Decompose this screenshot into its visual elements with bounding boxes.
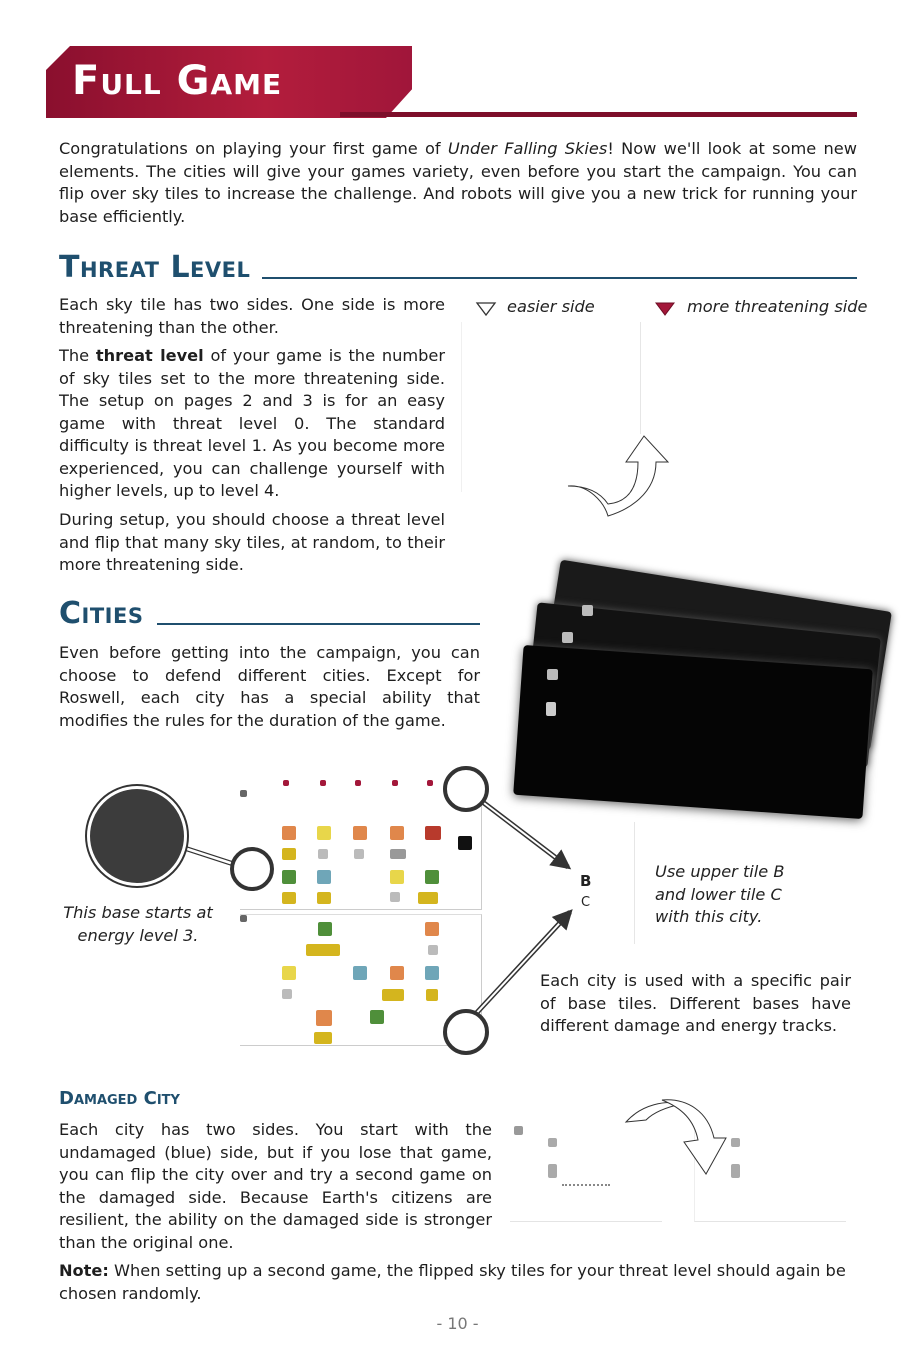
cities-heading: Cities [59,596,144,631]
city-card-icon-4 [546,702,556,716]
tile-c-letter: C [581,895,591,910]
lower-tile-room-1 [318,922,332,936]
undamaged-card-ability-text [562,1182,610,1186]
lower-tile-room-6 [353,966,367,980]
upper-tile-room-14 [425,870,439,884]
intro-text-a: Congratulations on playing your first game of [59,139,448,158]
city-card-icon-1 [582,605,593,616]
upper-tile-callout-circle [443,766,489,812]
threat-p2-a: The [59,346,96,365]
threat-p3: During setup, you should choose a threat level and flip that many sky tiles, at random, to their more threatening side. [59,510,445,574]
upper-tile-room-1 [282,826,296,840]
tile-pair-caption: Use upper tile B and lower tile C with this city. [655,862,785,926]
lower-tile-room-14 [314,1032,332,1044]
upper-tile-marker-5 [427,780,433,786]
damaged-city-heading: Damaged City [59,1088,180,1109]
page-number: - 10 - [436,1314,479,1333]
energy-level-target-circle [230,847,274,891]
lower-tile-room-13 [370,1010,384,1024]
lower-tile-room-2 [425,922,439,936]
threat-level-heading: Threat Level [59,250,251,285]
upper-tile-room-5 [425,826,441,840]
upper-tile-room-7 [282,848,296,860]
upper-tile-marker-4 [392,780,398,786]
threat-p1: Each sky tile has two sides. One side is more threatening than the other. [59,295,445,337]
flip-arrow-icon [560,432,675,518]
upper-tile-marker-1 [283,780,289,786]
undamaged-card-corner-icon [514,1126,523,1135]
lower-tile-room-8 [425,966,439,980]
tile-caption-divider [634,822,635,944]
upper-tile-room-8 [318,849,328,859]
damaged-card-icon-2 [731,1164,740,1178]
lower-tile-room-3 [306,944,340,956]
lower-tile-room-9 [282,989,292,999]
city-card-icon-3 [547,669,558,680]
lower-tile-room-10 [382,989,404,1001]
sky-tile-placeholder-edge [461,322,462,492]
damaged-card-icon-1 [731,1138,740,1147]
intro-text-b: ! Now we'll look at some new elements. The cities will give your games variety, even before you start the campaign. You can flip over sky tiles to increase the challenge. And robots will give you a new trick for running your base efficiently. [59,139,857,226]
lower-tile-room-12 [316,1010,332,1026]
upper-tile-room-16 [317,892,331,904]
upper-tile-room-11 [282,870,296,884]
energy-level-caption: This base starts at energy level 3. [63,903,213,945]
upper-tile-room-12 [317,870,331,884]
game-title-italic: Under Falling Skies [447,139,608,158]
note-paragraph [59,1260,857,1305]
energy-level-zoom-circle [87,786,187,886]
lower-tile-room-7 [390,966,404,980]
page-title: Full Game [72,58,283,104]
cities-p2: Each city is used with a specific pair of base tiles. Different bases have different damage and energy tracks. [540,971,851,1035]
lower-tile-corner-icon [240,915,247,922]
tile-b-letter: B [580,872,592,890]
note-text: When setting up a second game, the flipped sky tiles for your threat level should again be chosen randomly. [59,1261,846,1303]
threat-p2 [59,345,445,503]
threat-p2-b: of your game is the number of sky tiles set to the more threatening side. The setup on pages 2 and 3 is for an easy game with threat level 0. The standard difficulty is threat level 1. As you become more experienced, you can challenge yourself with higher levels, up to level 4. [59,346,445,500]
upper-tile-room-3 [353,826,367,840]
upper-tile-marker-2 [320,780,326,786]
cities-p1: Even before getting into the campaign, you can choose to defend different cities. Except for Roswell, each city has a special ability that modifies the rules for the duration of the game. [59,643,480,730]
easier-side-triangle-icon [475,301,497,317]
upper-tile-room-2 [317,826,331,840]
threat-level-term: threat level [95,346,204,365]
city-card-icon-2 [562,632,573,643]
upper-tile-room-18 [418,892,438,904]
sky-tile-placeholder-divider [640,322,641,434]
upper-tile-room-17 [390,892,400,902]
upper-tile-room-4 [390,826,404,840]
upper-tile-room-15 [282,892,296,904]
damaged-city-p1: Each city has two sides. You start with the undamaged (blue) side, but if you lose that game, you can flip the city over and try a second game on the damaged side. Because Earth's citizens are resilient, the ability on the damaged side is stronger than the original one. [59,1120,492,1252]
city-flip-arrow-icon [622,1096,732,1178]
note-label: Note: [59,1261,109,1280]
lower-tile-room-4 [428,945,438,955]
legend-easier-label: easier side [507,297,595,316]
upper-tile-room-13 [390,870,404,884]
threat-level-rule [262,277,857,279]
intro-paragraph [59,138,857,228]
undamaged-card-icon-2 [548,1164,557,1178]
lower-tile-callout-circle [443,1009,489,1055]
upper-tile-marker-3 [355,780,361,786]
cities-rule [157,623,480,625]
title-underline [340,112,857,117]
undamaged-card-icon-1 [548,1138,557,1147]
lower-tile-room-5 [282,966,296,980]
threatening-side-triangle-icon [654,301,676,317]
legend-threatening-label: more threatening side [687,297,868,316]
upper-tile-room-10 [390,849,406,859]
lower-tile-room-11 [426,989,438,1001]
upper-tile-room-9 [354,849,364,859]
